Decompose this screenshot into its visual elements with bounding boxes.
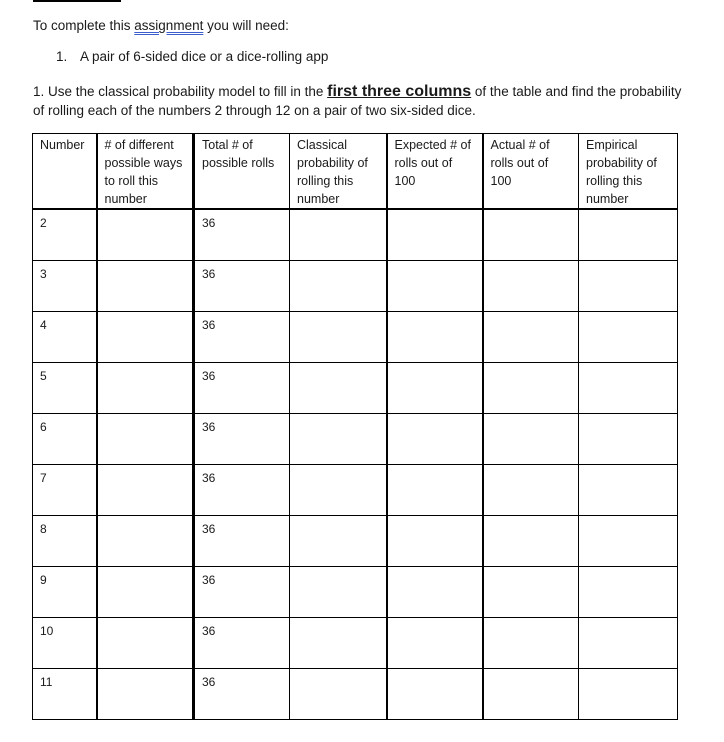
number-cell: 6 <box>33 413 97 464</box>
table-row <box>33 668 678 719</box>
header-cell: Number <box>33 134 97 210</box>
instruction-emphasis: first three columns <box>327 83 472 100</box>
table-row <box>33 311 678 362</box>
number-cell: 11 <box>33 668 97 719</box>
classical-cell[interactable] <box>290 464 387 515</box>
expected-cell[interactable] <box>387 311 483 362</box>
header-cell: Actual # of rolls out of 100 <box>483 134 579 210</box>
total-cell: 36 <box>194 260 290 311</box>
actual-cell[interactable] <box>483 668 579 719</box>
ways-cell[interactable] <box>97 362 194 413</box>
number-cell: 3 <box>33 260 97 311</box>
actual-cell[interactable] <box>483 362 579 413</box>
intro-underlined-word: assignment <box>134 18 204 33</box>
number-cell: 9 <box>33 566 97 617</box>
table-row <box>33 413 678 464</box>
table-row <box>33 617 678 668</box>
expected-cell[interactable] <box>387 566 483 617</box>
expected-cell[interactable] <box>387 668 483 719</box>
number-cell: 7 <box>33 464 97 515</box>
table-row <box>33 515 678 566</box>
classical-cell[interactable] <box>290 209 387 260</box>
empirical-cell[interactable] <box>579 617 678 668</box>
ways-cell[interactable] <box>97 209 194 260</box>
header-cell: Total # of possible rolls <box>194 134 290 210</box>
actual-cell[interactable] <box>483 617 579 668</box>
ways-cell[interactable] <box>97 617 194 668</box>
header-cell: Empirical probability of rolling this number <box>579 134 678 210</box>
instruction-suffix: of the table and find the probability of rolling each of the numbers 2 through 12 on a pair of two six-sided dice. <box>33 84 682 118</box>
classical-cell[interactable] <box>290 413 387 464</box>
classical-cell[interactable] <box>290 260 387 311</box>
total-cell: 36 <box>194 668 290 719</box>
table-row <box>33 260 678 311</box>
top-rule <box>33 0 121 2</box>
actual-cell[interactable] <box>483 464 579 515</box>
ways-cell[interactable] <box>97 413 194 464</box>
number-cell: 10 <box>33 617 97 668</box>
number-cell: 8 <box>33 515 97 566</box>
header-cell: Expected # of rolls out of 100 <box>387 134 483 210</box>
total-cell: 36 <box>194 209 290 260</box>
ways-cell[interactable] <box>97 668 194 719</box>
actual-cell[interactable] <box>483 311 579 362</box>
expected-cell[interactable] <box>387 464 483 515</box>
expected-cell[interactable] <box>387 515 483 566</box>
expected-cell[interactable] <box>387 362 483 413</box>
list-number: 1. <box>56 49 68 64</box>
table-row <box>33 209 678 260</box>
total-cell: 36 <box>194 617 290 668</box>
intro-line <box>33 17 289 35</box>
ways-cell[interactable] <box>97 464 194 515</box>
empirical-cell[interactable] <box>579 413 678 464</box>
classical-cell[interactable] <box>290 311 387 362</box>
empirical-cell[interactable] <box>579 311 678 362</box>
probability-table <box>32 133 678 720</box>
expected-cell[interactable] <box>387 617 483 668</box>
number-cell: 2 <box>33 209 97 260</box>
empirical-cell[interactable] <box>579 362 678 413</box>
classical-cell[interactable] <box>290 668 387 719</box>
empirical-cell[interactable] <box>579 515 678 566</box>
list-item <box>56 48 328 66</box>
number-cell: 5 <box>33 362 97 413</box>
empirical-cell[interactable] <box>579 260 678 311</box>
classical-cell[interactable] <box>290 515 387 566</box>
classical-cell[interactable] <box>290 362 387 413</box>
instruction-paragraph <box>33 82 683 120</box>
empirical-cell[interactable] <box>579 464 678 515</box>
instruction-prefix: 1. Use the classical probability model to fill in the <box>33 84 328 99</box>
ways-cell[interactable] <box>97 515 194 566</box>
total-cell: 36 <box>194 311 290 362</box>
empirical-cell[interactable] <box>579 668 678 719</box>
intro-prefix: To complete this <box>33 18 135 33</box>
ways-cell[interactable] <box>97 566 194 617</box>
actual-cell[interactable] <box>483 515 579 566</box>
empirical-cell[interactable] <box>579 209 678 260</box>
header-row <box>33 134 678 210</box>
expected-cell[interactable] <box>387 260 483 311</box>
total-cell: 36 <box>194 464 290 515</box>
table-row <box>33 464 678 515</box>
total-cell: 36 <box>194 566 290 617</box>
ways-cell[interactable] <box>97 311 194 362</box>
actual-cell[interactable] <box>483 566 579 617</box>
total-cell: 36 <box>194 515 290 566</box>
classical-cell[interactable] <box>290 566 387 617</box>
table-row <box>33 566 678 617</box>
header-cell: # of different possible ways to roll this number <box>97 134 194 210</box>
number-cell: 4 <box>33 311 97 362</box>
expected-cell[interactable] <box>387 209 483 260</box>
total-cell: 36 <box>194 362 290 413</box>
ways-cell[interactable] <box>97 260 194 311</box>
list-text: A pair of 6-sided dice or a dice-rolling app <box>80 49 329 64</box>
expected-cell[interactable] <box>387 413 483 464</box>
empirical-cell[interactable] <box>579 566 678 617</box>
intro-suffix: you will need: <box>203 18 289 33</box>
total-cell: 36 <box>194 413 290 464</box>
actual-cell[interactable] <box>483 260 579 311</box>
header-cell: Classical probability of rolling this number <box>290 134 387 210</box>
actual-cell[interactable] <box>483 413 579 464</box>
actual-cell[interactable] <box>483 209 579 260</box>
classical-cell[interactable] <box>290 617 387 668</box>
table-row <box>33 362 678 413</box>
